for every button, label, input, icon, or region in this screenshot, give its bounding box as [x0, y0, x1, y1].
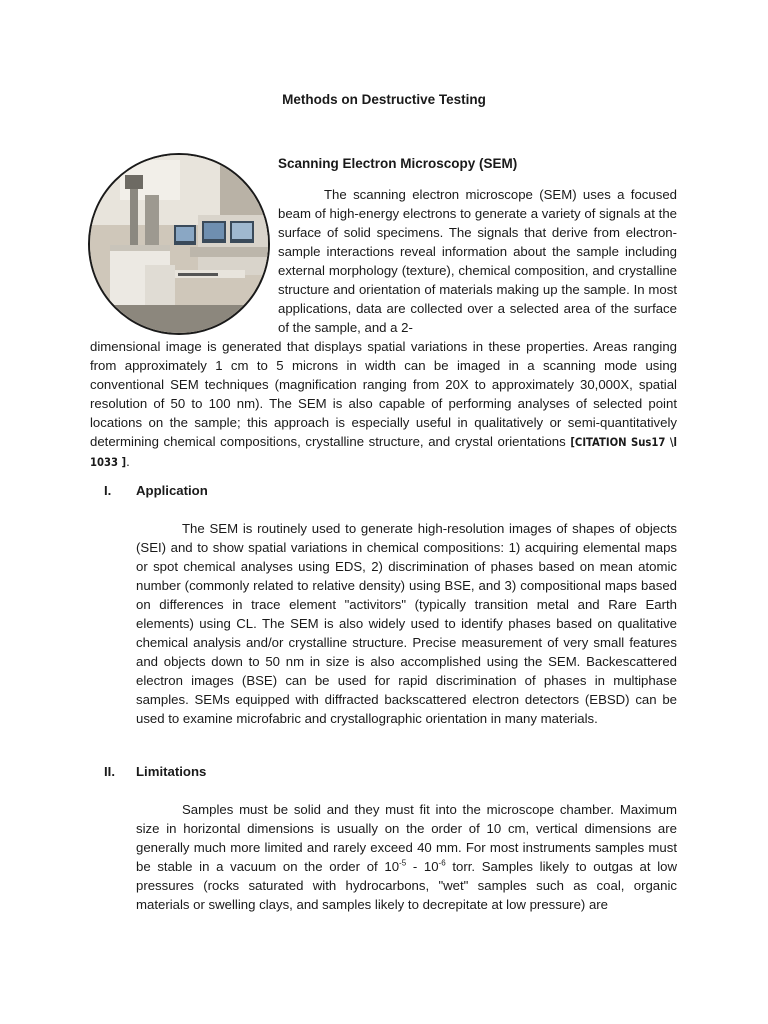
section-number: II.: [104, 764, 115, 779]
sem-lab-photo: [88, 153, 270, 335]
sem-intro-text: The scanning electron microscope (SEM) uses a focused beam of high-energy electrons to generate a variety of signals at the surface of solid specimens. The signals that derive from electron-sample interactions reveal information about the sample including external morphology (texture), chemical composition, and crystalline structure and orientation of materials making up the sample. In most applications, data are collected over a selected area of the surface of the sample, and a 2-: [278, 187, 677, 335]
exponent: -5: [399, 858, 407, 868]
section-number: I.: [104, 483, 112, 498]
exponent: -6: [438, 858, 446, 868]
application-paragraph: [136, 519, 677, 728]
sem-heading: Scanning Electron Microscopy (SEM): [278, 156, 518, 171]
document-title: Methods on Destructive Testing: [282, 92, 486, 107]
application-text: The SEM is routinely used to generate high-resolution images of shapes of objects (SEI) and to show spatial variations in chemical compositions: 1) acquiring elemental maps or spot chemical analyses using EDS, 2) discrimination of phases based on mean atomic number (commonly related to relative density) using BSE, and 3) compositional maps based on differences in trace element "activitors" (typically transition metal and Rare Earth elements) using CL. The SEM is also widely used to identify phases based on qualitative chemical analysis and/or crystalline structure. Precise measurement of very small features and objects down to 50 nm in size is also accomplished using the SEM. Backescattered electron images (BSE) can be used for rapid discrimination of phases in multiphase samples. SEMs equipped with diffracted backscattered electron detectors (EBSD) can be used to examine microfabric and crystallographic orientation in many materials.: [136, 521, 677, 726]
sentence-period: .: [126, 454, 130, 469]
sem-intro-continued: [90, 337, 677, 472]
section-title-limitations: Limitations: [136, 764, 207, 779]
limitations-text-b: torr. Samples likely to outgas at low pressures (rocks saturated with hydrocarbons, "wet" samples such as coal, organic materials or swelling clays, and samples likely to decrepitate at low pressure) are: [136, 859, 678, 912]
sem-lab-illustration: [90, 155, 268, 333]
section-title-application: Application: [136, 483, 208, 498]
limitations-paragraph: [136, 800, 677, 914]
limitations-dash: - 10: [406, 859, 439, 874]
sem-intro-wrapped: [278, 185, 677, 337]
citation-field: [CITATION Sus17 \l 1033 ]: [90, 436, 677, 469]
sem-intro-continued-text: dimensional image is generated that displays spatial variations in these properties. Areas ranging from approximately 1 cm to 5 microns in width can be imaged in a scanning mode using conventional SEM techniques (magnification ranging from 20X to approximately 30,000X, spatial resolution of 50 to 100 nm). The SEM is also capable of performing analyses of selected point locations on the sample; this approach is especially useful in qualitatively or semi-quantitatively determining chemical compositions, crystalline structure, and crystal orientations: [90, 339, 677, 449]
limitations-text-a: Samples must be solid and they must fit into the microscope chamber. Maximum size in horizontal dimensions is usually on the order of 10 cm, vertical dimensions are generally much more limited and rarely exceed 40 mm. For most instruments samples must be stable in a vacuum on the order of 10: [136, 802, 677, 874]
